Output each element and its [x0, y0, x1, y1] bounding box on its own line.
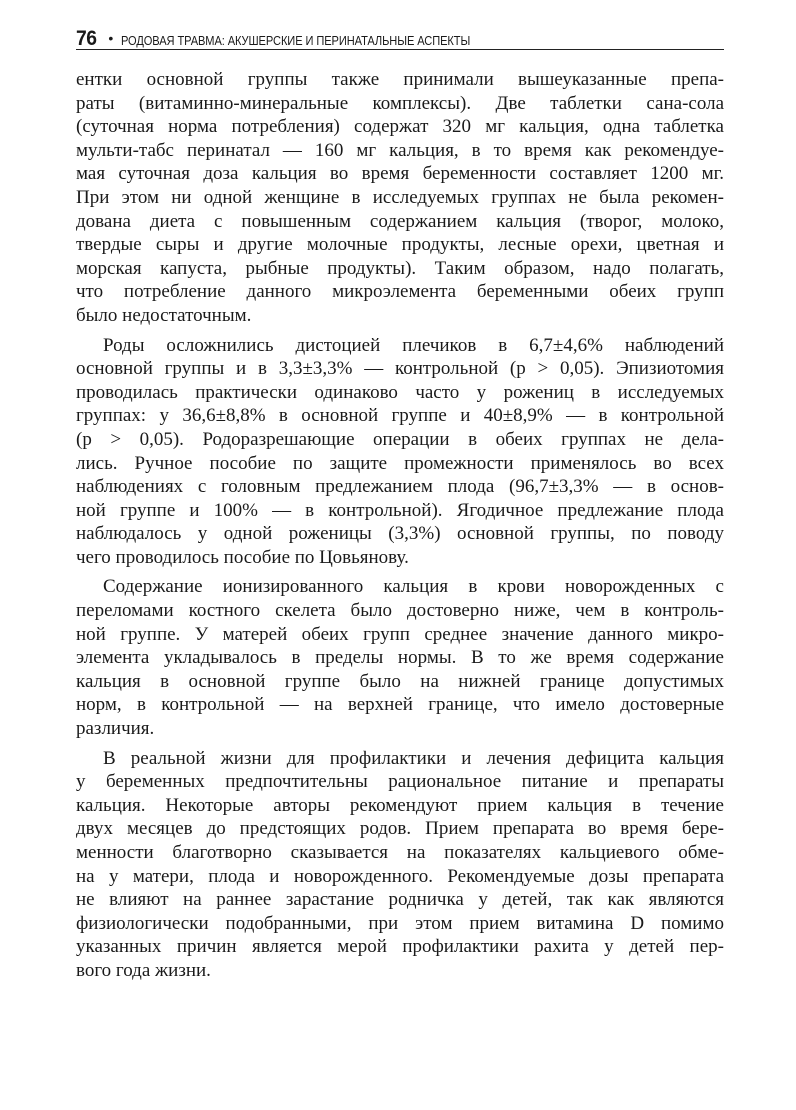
running-header [76, 27, 726, 49]
text-line: физиологически подобранными, при этом прием витамина D помимо [76, 912, 724, 934]
paragraph-3 [76, 575, 724, 740]
text-line: на у матери, плода и новорожденного. Рекомендуемые дозы препарата [76, 865, 724, 887]
text-line: твердые сыры и другие молочные продукты, лесные орехи, цветная и [76, 234, 724, 256]
text-line: Роды осложнились дистоцией плечиков в 6,7±4,6% наблюдений [103, 334, 724, 356]
text-line: норм, в контрольной — на верхней границе, что имело достоверные [76, 694, 724, 716]
text-line: ной группе и 100% — в контрольной). Ягодичное предлежание плода [76, 499, 724, 521]
text-line: вого года жизни. [76, 959, 211, 981]
text-line: переломами костного скелета было достоверно ниже, чем в контроль- [76, 600, 724, 622]
text-line: что потребление данного микроэлемента беременными обеих групп [76, 281, 724, 303]
text-line: менности благотворно сказывается на показателях кальциевого обме- [76, 842, 724, 863]
text-line: было недостаточным. [76, 304, 252, 326]
paragraph-4 [76, 747, 724, 983]
text-line: ентки основной группы также принимали вышеуказанные препа- [76, 69, 724, 90]
header-rule [76, 49, 724, 50]
text-line: указанных причин является мерой профилактики рахита у детей пер- [76, 936, 724, 958]
page-number: 76 [76, 27, 97, 50]
bullet-separator: • [108, 30, 114, 46]
text-line: проводилась практически одинаково часто у рожениц в исследуемых [76, 381, 724, 403]
text-line: кальция. Некоторые авторы рекомендуют прием кальция в течение [76, 794, 724, 816]
text-line: чего проводилось пособие по Цовьянову. [76, 546, 409, 568]
text-line: двух месяцев до предстоящих родов. Прием препарата во время бере- [76, 818, 724, 840]
text-line: наблюдалось у одной роженицы (3,3%) основной группы, по поводу [76, 523, 724, 545]
text-line: ной группе. У матерей обеих групп среднее значение данного микро- [76, 623, 724, 645]
paragraph-2 [76, 334, 724, 570]
text-line: группах: у 36,6±8,8% в основной группе и 40±8,9% — в контрольной [76, 405, 724, 427]
text-line: лись. Ручное пособие по защите промежности применялось во всех [76, 452, 724, 474]
text-line: кальция в основной группе было на нижней границе допустимых [76, 670, 724, 692]
text-line: у беременных предпочтительны рациональное питание и препараты [76, 771, 724, 793]
text-line: раты (витаминно-минеральные комплексы). Две таблетки сана-сола [76, 92, 724, 114]
text-line: Содержание ионизированного кальция в крови новорожденных с [103, 576, 724, 598]
text-line: мая суточная доза кальция во время беременности составляет 1200 мг. [76, 163, 724, 185]
text-line: различия. [76, 718, 155, 740]
body-text [76, 68, 724, 983]
text-line: дована диета с повышенным содержанием кальция (творог, молоко, [76, 210, 724, 232]
text-line: (p > 0,05). Родоразрешающие операции в обеих группах не дела- [76, 428, 724, 450]
text-line: морская капуста, рыбные продукты). Таким образом, надо полагать, [76, 257, 724, 279]
text-line: не влияют на раннее зарастание родничка у детей, так как являются [76, 889, 724, 911]
chapter-title: РОДОВАЯ ТРАВМА: АКУШЕРСКИЕ И ПЕРИНАТАЛЬНЫЕ АСПЕКТЫ [121, 34, 471, 48]
text-line: наблюдениях с головным предлежанием плода (96,7±3,3% — в основ- [76, 476, 724, 498]
text-line: основной группы и в 3,3±3,3% — контрольной (p > 0,05). Эпизиотомия [76, 358, 724, 380]
text-line: (суточная норма потребления) содержат 320 мг кальция, одна таблетка [76, 116, 724, 138]
text-line: В реальной жизни для профилактики и лечения дефицита кальция [103, 747, 724, 769]
text-line: мульти-табс перинатал — 160 мг кальция, в то время как рекомендуе- [76, 139, 724, 161]
paragraph-1 [76, 68, 724, 328]
text-line: При этом ни одной женщине в исследуемых группах не была рекомен- [76, 186, 724, 208]
text-line: элемента укладывалось в пределы нормы. В то же время содержание [76, 647, 724, 669]
